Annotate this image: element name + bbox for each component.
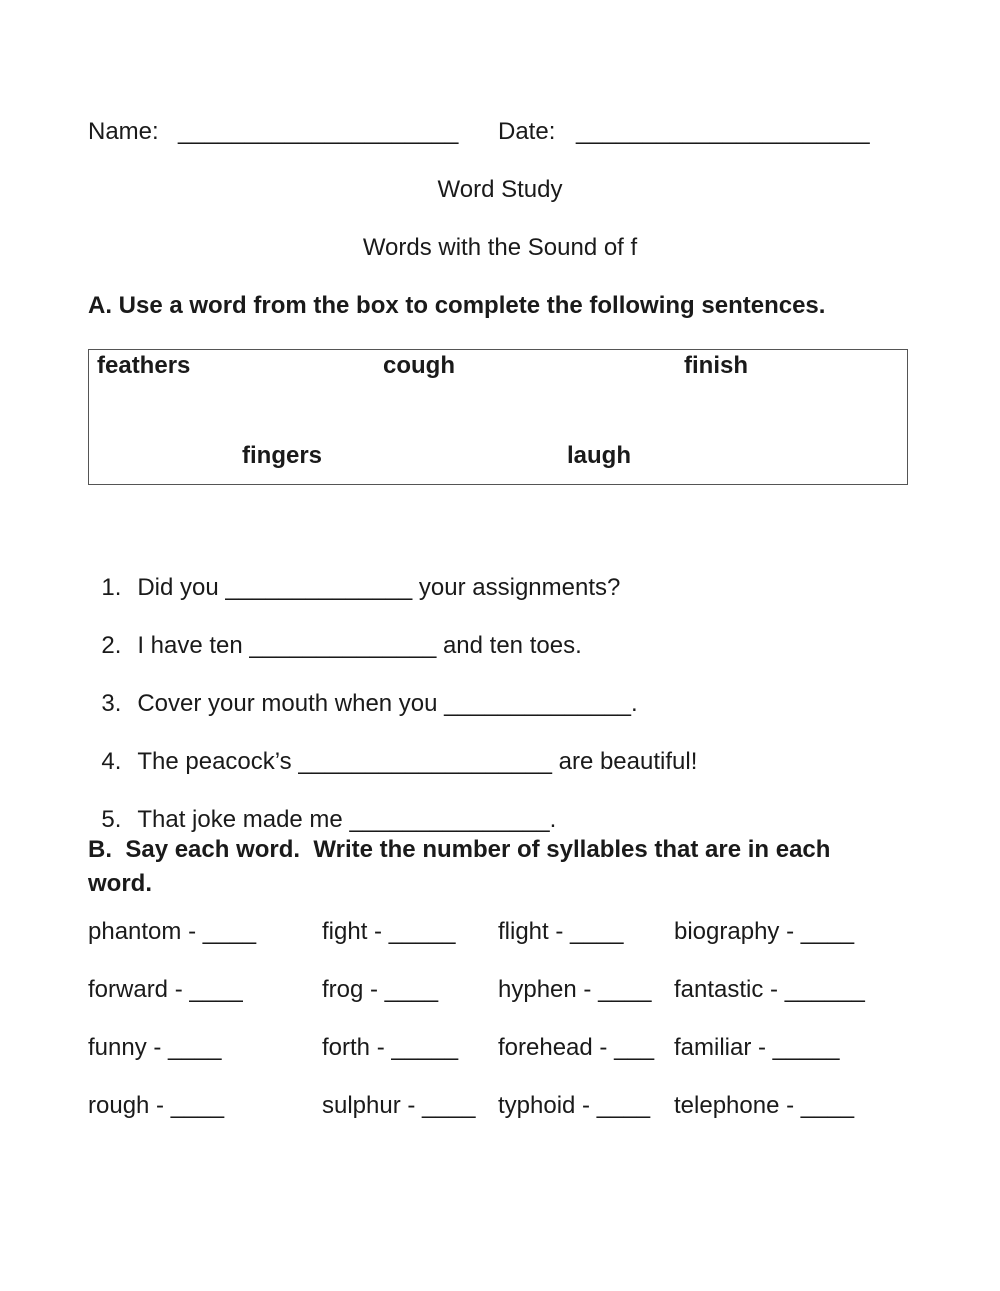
syllable-item[interactable]: familiar - _____ — [674, 1034, 840, 1061]
syllable-item[interactable]: fantastic - ______ — [674, 976, 865, 1003]
name-label: Name: — [88, 118, 159, 145]
syllable-item[interactable]: fight - _____ — [322, 918, 456, 945]
syllable-item[interactable]: typhoid - ____ — [498, 1092, 651, 1119]
date-label: Date: — [498, 118, 556, 145]
sentence-number: 5. — [101, 806, 122, 833]
syllable-item[interactable]: forth - _____ — [322, 1034, 459, 1061]
syllable-item[interactable]: flight - ____ — [498, 918, 624, 945]
sentence-text[interactable]: Did you ______________ your assignments? — [137, 574, 621, 601]
word-bank-item: finish — [684, 352, 748, 379]
syllable-item[interactable]: sulphur - ____ — [322, 1092, 476, 1119]
sentence-item — [88, 662, 638, 718]
syllable-item[interactable]: funny - ____ — [88, 1034, 222, 1061]
sentence-number: 1. — [101, 574, 122, 601]
section-a-instruction: A. Use a word from the box to complete the following sentences. — [88, 292, 826, 319]
syllable-item[interactable]: hyphen - ____ — [498, 976, 652, 1003]
word-bank-item: feathers — [97, 352, 191, 379]
page-subtitle: Words with the Sound of f — [362, 234, 638, 261]
sentence-text[interactable]: Cover your mouth when you ______________. — [137, 690, 638, 717]
syllable-item[interactable]: telephone - ____ — [674, 1092, 855, 1119]
name-blank[interactable]: _____________________ — [178, 118, 459, 145]
word-bank-item: cough — [383, 352, 455, 379]
syllable-item[interactable]: biography - ____ — [674, 918, 855, 945]
word-bank-box — [88, 349, 908, 485]
date-blank[interactable]: ______________________ — [576, 118, 870, 145]
syllable-item[interactable]: rough - ____ — [88, 1092, 225, 1119]
page-title: Word Study — [437, 176, 563, 203]
syllable-item[interactable]: forehead - ___ — [498, 1034, 655, 1061]
sentence-number: 4. — [101, 748, 122, 775]
sentence-number: 3. — [101, 690, 122, 717]
sentence-item — [88, 720, 697, 776]
syllable-item[interactable]: frog - ____ — [322, 976, 439, 1003]
sentence-text[interactable]: That joke made me _______________. — [137, 806, 557, 833]
word-bank-item: laugh — [567, 442, 631, 469]
sentence-text[interactable]: The peacock’s ___________________ are beautiful! — [137, 748, 698, 775]
sentence-number: 2. — [101, 632, 122, 659]
sentence-item — [88, 604, 582, 660]
syllable-item[interactable]: forward - ____ — [88, 976, 243, 1003]
section-b-instruction: B. Say each word. Write the number of syllables that are in each — [88, 836, 831, 863]
sentence-text[interactable]: I have ten ______________ and ten toes. — [137, 632, 582, 659]
sentence-item — [88, 546, 620, 602]
syllable-item[interactable]: phantom - ____ — [88, 918, 257, 945]
word-bank-item: fingers — [242, 442, 323, 469]
sentence-item — [88, 778, 556, 834]
section-b-instruction-cont: word. — [88, 870, 152, 897]
